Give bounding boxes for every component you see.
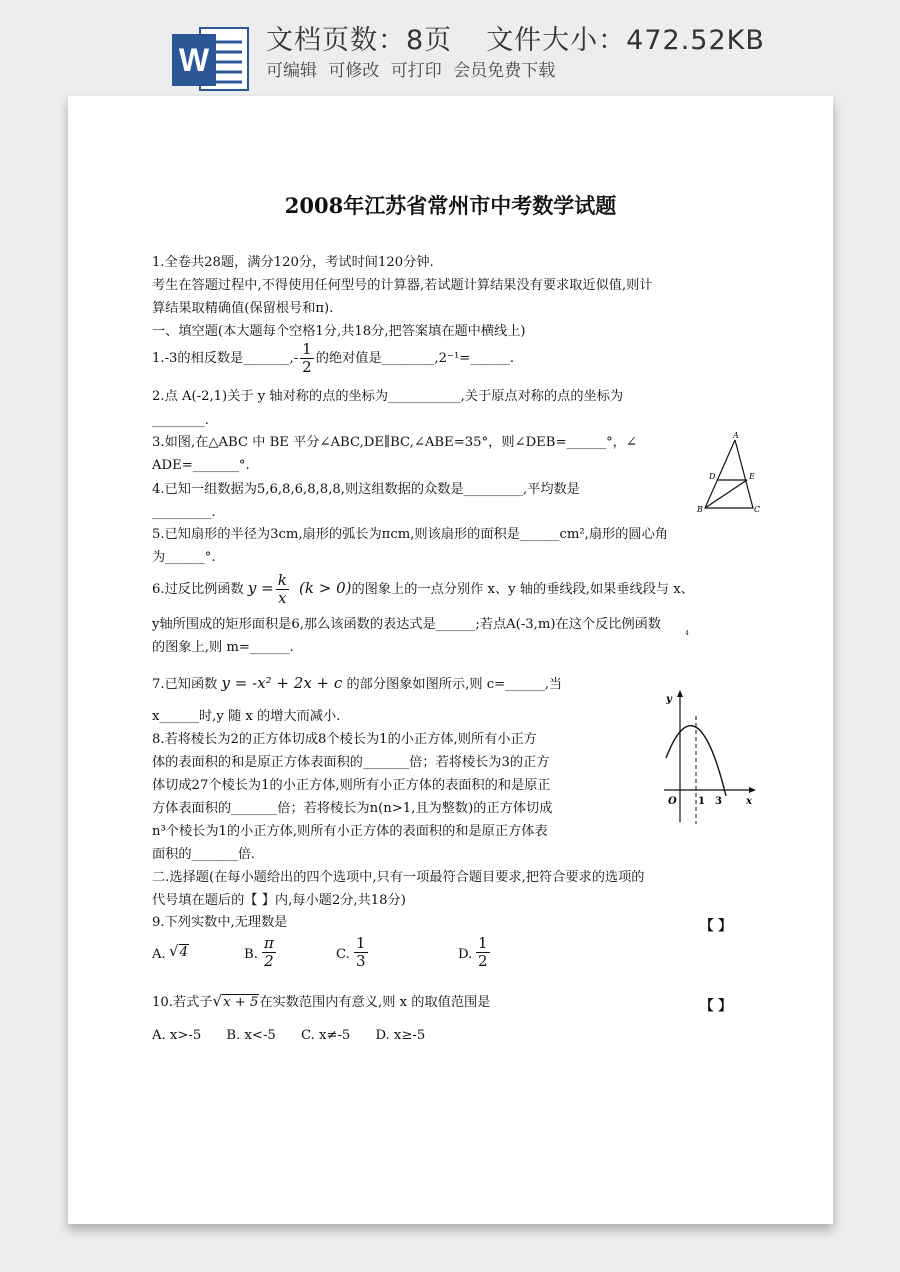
vertex-c-label: C — [754, 505, 761, 514]
x-axis-label: x — [746, 796, 752, 807]
vertex-d-label: D — [709, 472, 716, 481]
question-7b: x______时,y 随 x 的增大而减小. — [152, 709, 341, 724]
question-9: 9.下列实数中,无理数是 — [152, 915, 288, 930]
fraction-k-over-x: $\frac{k}{x}$ — [277, 571, 287, 607]
question-4a: 4.已知一组数据为5,6,8,6,8,8,8,则这组数据的众数是_________,平均数是 — [152, 482, 580, 497]
question-8c: 体切成27个棱长为1的小正方体,则所有小正方体的表面积的和是原正 — [152, 778, 551, 793]
question-3b: ADE=_______°. — [152, 458, 250, 473]
y-axis-label: y — [666, 694, 672, 705]
word-document-icon — [170, 22, 250, 94]
question-7a: 7.已知函数 y = -x² + 2x + c 的部分图象如图所示,则 c=______,当 — [152, 674, 563, 692]
question-6c: 的图象上,则 m=______. — [152, 640, 294, 655]
fraction-one-third: $\frac{1}{3}$ — [356, 934, 366, 970]
vertex-a-label: A — [733, 431, 739, 440]
question-2a: 2.点 A(-2,1)关于 y 轴对称的点的坐标为___________,关于原点对称的点的坐标为 — [152, 389, 624, 404]
exam-note-2b: 算结果取精确值(保留根号和π). — [152, 301, 334, 316]
answer-bracket-q9: 【 】 — [700, 918, 732, 934]
file-size: 文件大小：472.52KB — [486, 25, 765, 56]
question-2b: ________. — [152, 413, 209, 428]
question-10-options: A. x>-5 B. x<-5 C. x≠-5 D. x≥-5 — [152, 1028, 426, 1043]
vertex-e-label: E — [749, 472, 755, 481]
question-3a: 3.如图,在△ABC 中 BE 平分∠ABC,DE∥BC,∠ABE=35°，则∠DEB=______°，∠ — [152, 435, 637, 450]
stray-mark: 4 — [685, 630, 689, 637]
question-8a: 8.若将棱长为2的正方体切成8个棱长为1的小正方体,则所有小正方 — [152, 732, 537, 747]
section-2-heading-a: 二.选择题(在每小题给出的四个选项中,只有一项最符合题目要求,把符合要求的选项的 — [152, 870, 645, 885]
fraction-one-half: $\frac{1}{2}$ — [302, 340, 312, 376]
page-count: 文档页数：8页 — [266, 25, 453, 56]
tick-1-label: 1 — [698, 796, 705, 807]
parabola-figure — [660, 688, 762, 828]
sqrt-x-plus-5: √x + 5 — [212, 992, 259, 1010]
question-5b: 为______°. — [152, 550, 216, 565]
fraction-one-half-d: $\frac{1}{2}$ — [478, 934, 488, 970]
triangle-figure — [695, 430, 761, 514]
vertex-b-label: B — [697, 505, 703, 514]
fraction-pi-over-2: $\frac{\pi}{2}$ — [264, 934, 274, 970]
question-8d: 方体表面积的_______倍；若将棱长为n(n>1,且为整数)的正方体切成 — [152, 801, 553, 816]
answer-bracket-q10: 【 】 — [700, 998, 732, 1014]
word-icon-letter: W — [178, 42, 210, 78]
banner-title — [266, 18, 765, 57]
option-a-sqrt4: √4 — [169, 942, 188, 960]
exam-note-1: 1.全卷共28题，满分120分，考试时间120分钟. — [152, 255, 434, 270]
section-2-heading-b: 代号填在题后的【 】内,每小题2分,共18分) — [152, 893, 406, 908]
origin-label: O — [668, 796, 677, 807]
question-10: 10.若式子√x + 5在实数范围内有意义,则 x 的取值范围是 — [152, 992, 491, 1010]
question-5a: 5.已知扇形的半径为3cm,扇形的弧长为πcm,则该扇形的面积是______cm²,扇形的圆心角 — [152, 527, 668, 542]
document-title: 2008年江苏省常州市中考数学试题 — [284, 193, 617, 218]
question-8f: 面积的_______倍. — [152, 847, 256, 862]
download-banner — [0, 0, 900, 96]
tick-3-label: 3 — [715, 796, 722, 807]
question-6a: 6.过反比例函数 y = $\frac{k}{x}$ (k > 0)的图象上的一点分别作 x、y 轴的垂线段,如果垂线段与 x、 — [152, 571, 694, 607]
document-page: 2008年江苏省常州市中考数学试题 1.全卷共28题，满分120分，考试时间120分钟. 考生在答题过程中,不得使用任何型号的计算器,若试题计算结果没有要求取近似值,则计 算结果取精确值(保留根号和π). 一、填空题(本大题每个空格1分,共18分,把答案填在题中横线上) 1.-3的相反数是_______,- $\frac{1}{2}$ 的绝对值是________,2⁻¹=______. 2.点 A(-2,1)关于 y 轴对称的点的坐标为___________,关于原点对称的点的坐标为 ________. 3.如图,在△ABC 中 BE 平分∠ABC,DE∥BC,∠ABE=35°，则∠DEB=______°，∠ ADE=_______°. A B C D E 4.已知一组数据为5,6,8,6,8,8,8,则这组数据的众数是_________,平均数是 _________. 5.已知扇形的半径为3cm,扇形的弧长为πcm,则该扇形的面积是______cm²,扇形的圆心角 为______°. 6.过反比例函数 y = $\frac{k}{x}$ (k > 0)的图象上的一点分别作 x、y 轴的垂线段,如果垂线段与 x、 y轴所围成的矩形面积是6,那么该函数的表达式是______;若点A(-3,m)在这个反比例函数 的图象上,则 m=______. 4 7.已知函数 y = -x² + 2x + c 的部分图象如图所示,则 c=______,当 x______时,y 随 x 的增大而减小. y x O 1 3 8.若将棱长为2的正方体切成8个棱长为1的小正方体,则所有小正方 体的表面积的和是原正方体表面积的_______倍；若将棱长为3的正方 体切成27个棱长为1的小正方体,则所有小正方体的表面积的和是原正 方体表面积的_______倍；若将棱长为n(n>1,且为整数)的正方体切成 n³个棱长为1的小正方体,则所有小正方体的表面积的和是原正方体表 面积的_______倍. 二.选择题(在每小题给出的四个选项中,只有一项最符合题目要求,把符合要求的选项的 代号填在题后的【 】内,每小题2分,共18分) 9.下列实数中,无理数是 【 】 A. √4 B. $\frac{\pi}{2}$ C. $\frac{1}{3}$ D. $\frac{1}{2}$ 10.若式子√x + 5在实数范围内有意义,则 x 的取值范围是 【 】 A. x>-5 B. x<-5 C. x≠-5 D. x≥-5 — [68, 96, 833, 1224]
question-8e: n³个棱长为1的小正方体,则所有小正方体的表面积的和是原正方体表 — [152, 824, 548, 839]
question-4b: _________. — [152, 505, 216, 520]
section-1-heading: 一、填空题(本大题每个空格1分,共18分,把答案填在题中横线上) — [152, 324, 526, 339]
question-6b: y轴所围成的矩形面积是6,那么该函数的表达式是______;若点A(-3,m)在这个反比例函数 — [152, 617, 662, 632]
question-8b: 体的表面积的和是原正方体表面积的_______倍；若将棱长为3的正方 — [152, 755, 550, 770]
banner-subtitle: 可编辑 可修改 可打印 会员免费下载 — [266, 61, 556, 81]
exam-note-2a: 考生在答题过程中,不得使用任何型号的计算器,若试题计算结果没有要求取近似值,则计 — [152, 278, 653, 293]
question-1: 1.-3的相反数是_______,- $\frac{1}{2}$ 的绝对值是________,2⁻¹=______. — [152, 340, 515, 376]
